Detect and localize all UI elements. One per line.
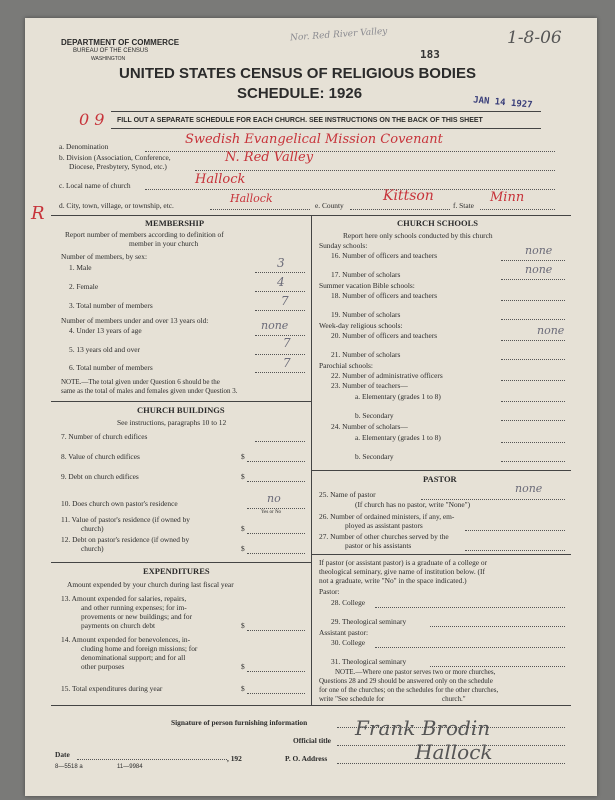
q29-label: 29. Theological seminary — [331, 617, 407, 626]
division-line — [195, 170, 555, 171]
q29-line — [430, 626, 565, 627]
date-line — [77, 759, 227, 760]
buildings-top-rule — [51, 401, 311, 402]
q24b-line — [501, 461, 565, 462]
q12-label: 12. Debt on pastor's residence (if owned by — [61, 535, 190, 544]
pastor-mid-rule — [311, 554, 571, 555]
yes-no-hint: Yes or No — [261, 510, 282, 515]
membership-note-2: same as the total of males and females given under Question 3. — [61, 387, 238, 395]
q14-label-2: cluding home and foreign missions; for — [81, 644, 198, 653]
q3-line — [255, 310, 305, 311]
q24-label: 24. Number of scholars— — [331, 422, 408, 431]
q12-label-2: church) — [81, 544, 104, 553]
q18-label: 18. Number of officers and teachers — [331, 291, 438, 300]
q11-line — [247, 533, 305, 534]
q26-line — [465, 530, 565, 531]
grid-bottom-rule — [51, 705, 571, 706]
form-title: UNITED STATES CENSUS OF RELIGIOUS BODIES — [119, 65, 476, 82]
q11-label: 11. Value of pastor's residence (if owned by — [61, 515, 190, 524]
q2-female-label: 2. Female — [69, 282, 99, 291]
county-value: Kittson — [383, 188, 434, 204]
q26-label-2: ployed as assistant pastors — [345, 521, 423, 530]
q19-line — [501, 319, 565, 320]
city-town-line — [210, 209, 310, 210]
pastor-heading: PASTOR — [423, 474, 457, 484]
sunday-label: Sunday schools: — [319, 241, 368, 250]
graduate-note-3: not a graduate, write "No" in the space indicated.) — [319, 576, 467, 585]
division-label: b. Division (Association, Conference, — [59, 153, 171, 162]
q23b-line — [501, 420, 565, 421]
q18-line — [501, 300, 565, 301]
state-label: f. State — [453, 201, 474, 210]
q28-label: 28. College — [331, 598, 366, 607]
expenditures-sub: Amount expended by your church during last fiscal year — [67, 580, 234, 589]
pastor-note: NOTE.—Where one pastor serves two or more churches, — [335, 668, 496, 676]
q15-line — [247, 693, 305, 694]
city-town-value: Hallock — [230, 192, 273, 205]
form-number-2: 11—9984 — [117, 764, 143, 770]
q23b-label: b. Secondary — [355, 411, 394, 420]
q4-value: none — [261, 319, 289, 332]
schools-heading: CHURCH SCHOOLS — [397, 218, 478, 228]
pastor-note-2: Questions 28 and 29 should be answered only on the schedule — [319, 677, 493, 685]
official-title-label: Official title — [293, 736, 331, 745]
q5-line — [255, 354, 305, 355]
pastor-note-4: write "See schedule for church." — [319, 695, 466, 703]
q8-line — [247, 461, 305, 462]
q13-label: 13. Amount expended for salaries, repairs, — [61, 594, 187, 603]
buildings-sub: See instructions, paragraphs 10 to 12 — [117, 418, 227, 427]
q30-label: 30. College — [331, 638, 366, 647]
q25-value: none — [515, 482, 543, 495]
q31-line — [430, 666, 565, 667]
membership-heading: MEMBERSHIP — [145, 218, 205, 228]
region-pencil-note: Nor. Red River Valley — [289, 26, 388, 44]
top-right-code: 1-8-06 — [507, 28, 562, 48]
header-rule-2 — [111, 128, 541, 129]
q2-value: 4 — [277, 275, 285, 289]
q17-label: 17. Number of scholars — [331, 270, 401, 279]
graduate-note-2: theological seminary, give name of institution below. (If — [319, 567, 485, 576]
pastor-subheading: Pastor: — [319, 587, 340, 596]
schools-intro: Report here only schools conducted by this church — [343, 231, 493, 240]
q9-line — [247, 481, 305, 482]
q27-label: 27. Number of other churches served by the — [319, 532, 449, 541]
q1-line — [255, 272, 305, 273]
q13-label-3: provements or new buildings; and for — [81, 612, 193, 621]
red-code: 0 9 — [79, 110, 105, 129]
department-label: DEPARTMENT OF COMMERCE — [61, 38, 180, 47]
q22-line — [501, 380, 565, 381]
q24a-label: a. Elementary (grades 1 to 8) — [355, 433, 441, 442]
q13-line — [247, 630, 305, 631]
q2-line — [255, 291, 305, 292]
q22-label: 22. Number of administrative officers — [331, 371, 443, 380]
q4-line — [255, 335, 305, 336]
q26-label: 26. Number of ordained ministers, if any, em- — [319, 512, 455, 521]
q13-label-4: payments on church debt — [81, 621, 156, 630]
state-line — [480, 209, 555, 210]
denomination-value: Swedish Evangelical Mission Covenant — [185, 132, 443, 147]
membership-intro: Report number of members according to definition of — [65, 230, 224, 239]
q30-line — [375, 647, 565, 648]
census-form-page — [25, 18, 597, 796]
q11-dollar: $ — [241, 524, 245, 533]
denomination-line — [145, 151, 555, 152]
q6-line — [255, 372, 305, 373]
local-name-value: Hallock — [195, 172, 246, 187]
form-number: 8—5518 a — [55, 764, 83, 770]
q20-label: 20. Number of officers and teachers — [331, 331, 438, 340]
q7-line — [255, 441, 305, 442]
denomination-label: a. Denomination — [59, 142, 109, 151]
q5-over13-label: 5. 13 years old and over — [69, 345, 141, 354]
q3-total-label: 3. Total number of members — [69, 301, 153, 310]
q13-dollar: $ — [241, 621, 245, 630]
pastor-top-rule — [311, 470, 571, 471]
q16-line — [501, 260, 565, 261]
q10-residence-label: 10. Does church own pastor's residence — [61, 499, 178, 508]
bureau-label: BUREAU OF THE CENSUS — [73, 48, 149, 54]
by-sex-label: Number of members, by sex: — [61, 252, 147, 261]
q23a-line — [501, 401, 565, 402]
expenditures-top-rule — [51, 562, 311, 563]
buildings-heading: CHURCH BUILDINGS — [137, 405, 225, 415]
local-name-label: c. Local name of church — [59, 181, 131, 190]
q9-debt-label: 9. Debt on church edifices — [61, 472, 139, 481]
signature-label: Signature of person furnishing information — [171, 718, 308, 727]
assistant-subheading: Assistant pastor: — [319, 628, 369, 637]
q14-label-3: denominational support; and for all — [81, 653, 186, 662]
county-label: e. County — [315, 201, 344, 210]
q14-dollar: $ — [241, 662, 245, 671]
q17-value: none — [525, 263, 553, 276]
q16-value: none — [525, 244, 553, 257]
q1-male-label: 1. Male — [69, 263, 92, 272]
po-address-label: P. O. Address — [285, 754, 328, 763]
parochial-label: Parochial schools: — [319, 361, 373, 370]
q6-value: 7 — [283, 356, 291, 370]
weekday-label: Week-day religious schools: — [319, 321, 403, 330]
po-address-value: Hallock — [415, 740, 493, 764]
q8-dollar: $ — [241, 452, 245, 461]
q7-edifices-label: 7. Number of church edifices — [61, 432, 148, 441]
q10-value: no — [267, 492, 281, 505]
q3-value: 7 — [281, 294, 289, 308]
q17-line — [501, 279, 565, 280]
q25-label: 25. Name of pastor — [319, 490, 376, 499]
state-value: Minn — [490, 190, 525, 205]
age-intro: Number of members under and over 13 years old: — [61, 316, 209, 325]
membership-note: NOTE.—The total given under Question 6 should be the — [61, 378, 220, 386]
q14-label-4: other purposes — [81, 662, 125, 671]
q15-dollar: $ — [241, 684, 245, 693]
q12-line — [247, 553, 305, 554]
q14-line — [247, 671, 305, 672]
q28-line — [375, 607, 565, 608]
q21-line — [501, 359, 565, 360]
membership-intro-2: member in your church — [129, 239, 199, 248]
separate-schedule-instruction: FILL OUT A SEPARATE SCHEDULE FOR EACH CHURCH. SEE INSTRUCTIONS ON THE BACK OF THIS SHEET — [117, 117, 483, 124]
q12-dollar: $ — [241, 544, 245, 553]
q20-value: none — [537, 324, 565, 337]
graduate-note: If pastor (or assistant pastor) is a graduate of a college or — [319, 558, 488, 567]
q6-total-label: 6. Total number of members — [69, 363, 153, 372]
number-stamp: 183 — [420, 48, 440, 61]
signature-value: Frank Brodin — [355, 716, 491, 740]
date-label: Date — [55, 750, 70, 759]
q16-label: 16. Number of officers and teachers — [331, 251, 438, 260]
city-label: WASHINGTON — [91, 56, 126, 62]
date-year: , 192 — [227, 754, 242, 763]
received-date-stamp: JAN 14 1927 — [472, 95, 533, 111]
q14-label: 14. Amount expended for benevolences, in- — [61, 635, 191, 644]
q23a-label: a. Elementary (grades 1 to 8) — [355, 392, 441, 401]
column-divider — [311, 215, 312, 705]
q31-label: 31. Theological seminary — [331, 657, 407, 666]
q15-label: 15. Total expenditures during year — [61, 684, 163, 693]
q19-label: 19. Number of scholars — [331, 310, 401, 319]
pastor-note-3: for one of the churches; on the schedules for the other churches, — [319, 686, 499, 694]
header-rule — [111, 111, 541, 112]
schedule-title: SCHEDULE: 1926 — [237, 85, 363, 102]
vacation-label: Summer vacation Bible schools: — [319, 281, 415, 290]
q9-dollar: $ — [241, 472, 245, 481]
q27-label-2: pastor or his assistants — [345, 541, 412, 550]
q11-label-2: church) — [81, 524, 104, 533]
q24b-label: b. Secondary — [355, 452, 394, 461]
county-line — [350, 209, 450, 210]
q24a-line — [501, 442, 565, 443]
q13-label-2: and other running expenses; for im- — [81, 603, 187, 612]
division-label-2: Diocese, Presbytery, Synod, etc.) — [69, 162, 167, 171]
city-town-label: d. City, town, village, or township, etc. — [59, 201, 174, 210]
division-value: N. Red Valley — [225, 150, 314, 165]
q5-value: 7 — [283, 336, 291, 350]
q10-line — [247, 508, 305, 509]
red-letter-r: R — [31, 203, 45, 224]
q1-value: 3 — [277, 256, 285, 270]
q4-under13-label: 4. Under 13 years of age — [69, 326, 142, 335]
q20-line — [501, 340, 565, 341]
q23-label: 23. Number of teachers— — [331, 381, 408, 390]
q21-label: 21. Number of scholars — [331, 350, 401, 359]
expenditures-heading: EXPENDITURES — [143, 566, 210, 576]
q25-note: (If church has no pastor, write "None") — [355, 500, 471, 509]
q27-line — [465, 550, 565, 551]
q8-value-label: 8. Value of church edifices — [61, 452, 140, 461]
